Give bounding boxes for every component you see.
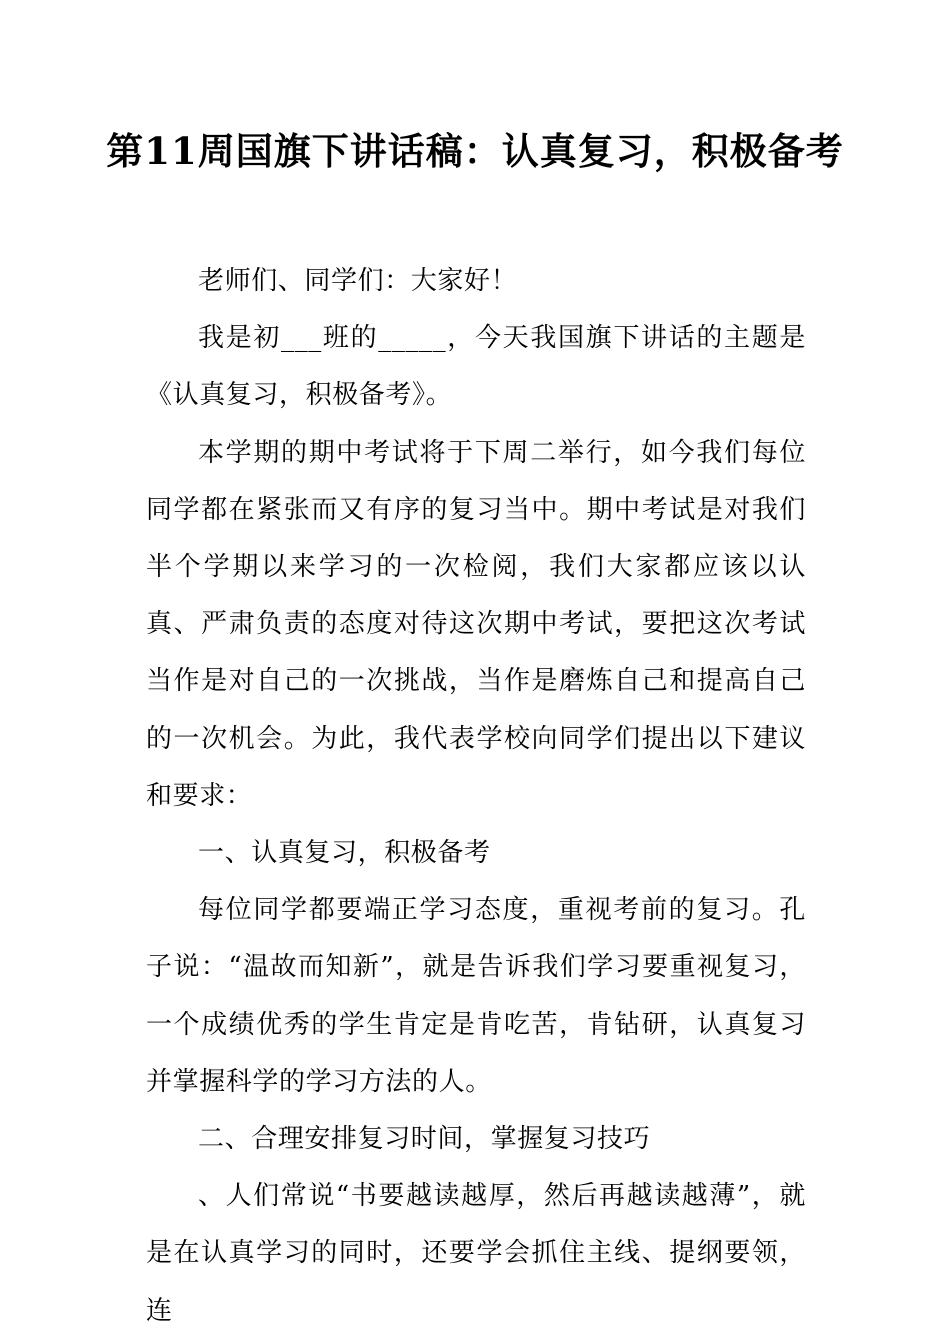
section-heading-2: 二、合理安排复习时间，掌握复习技巧 [198, 1124, 651, 1155]
paragraph-greeting: 老师们、同学们：大家好！ [198, 266, 518, 296]
paragraph-introduction: 我是初___班的_____，今天我国旗下讲话的主题是《认真复习，积极备考》。 [146, 323, 806, 411]
document-body [146, 253, 806, 1340]
document-title: 第11周国旗下讲话稿：认真复习，积极备考 [106, 129, 844, 173]
section-heading-1: 一、认真复习，积极备考 [198, 838, 491, 869]
paragraph-study-method: 、人们常说“书要越读越厚，然后再越读越薄”，就是在认真学习的同时，还要学会抓住主线、提纲要领，连 [146, 1181, 806, 1326]
paragraph-review-attitude: 每位同学都要端正学习态度，重视考前的复习。孔子说：“温故而知新”，就是告诉我们学习要重视复习，一个成绩优秀的学生肯定是肯吃苦，肯钻研，认真复习并掌握科学的学习方法的人。 [146, 895, 806, 1097]
paragraph-exam-notice: 本学期的期中考试将于下周二举行，如今我们每位同学都在紧张而又有序的复习当中。期中考试是对我们半个学期以来学习的一次检阅，我们大家都应该以认真、严肃负责的态度对待这次期中考试，要把这次考试当作是对自己的一次挑战，当作是磨炼自己和提高自己的一次机会。为此，我代表学校向同学们提出以下建议和要求： [146, 437, 806, 811]
